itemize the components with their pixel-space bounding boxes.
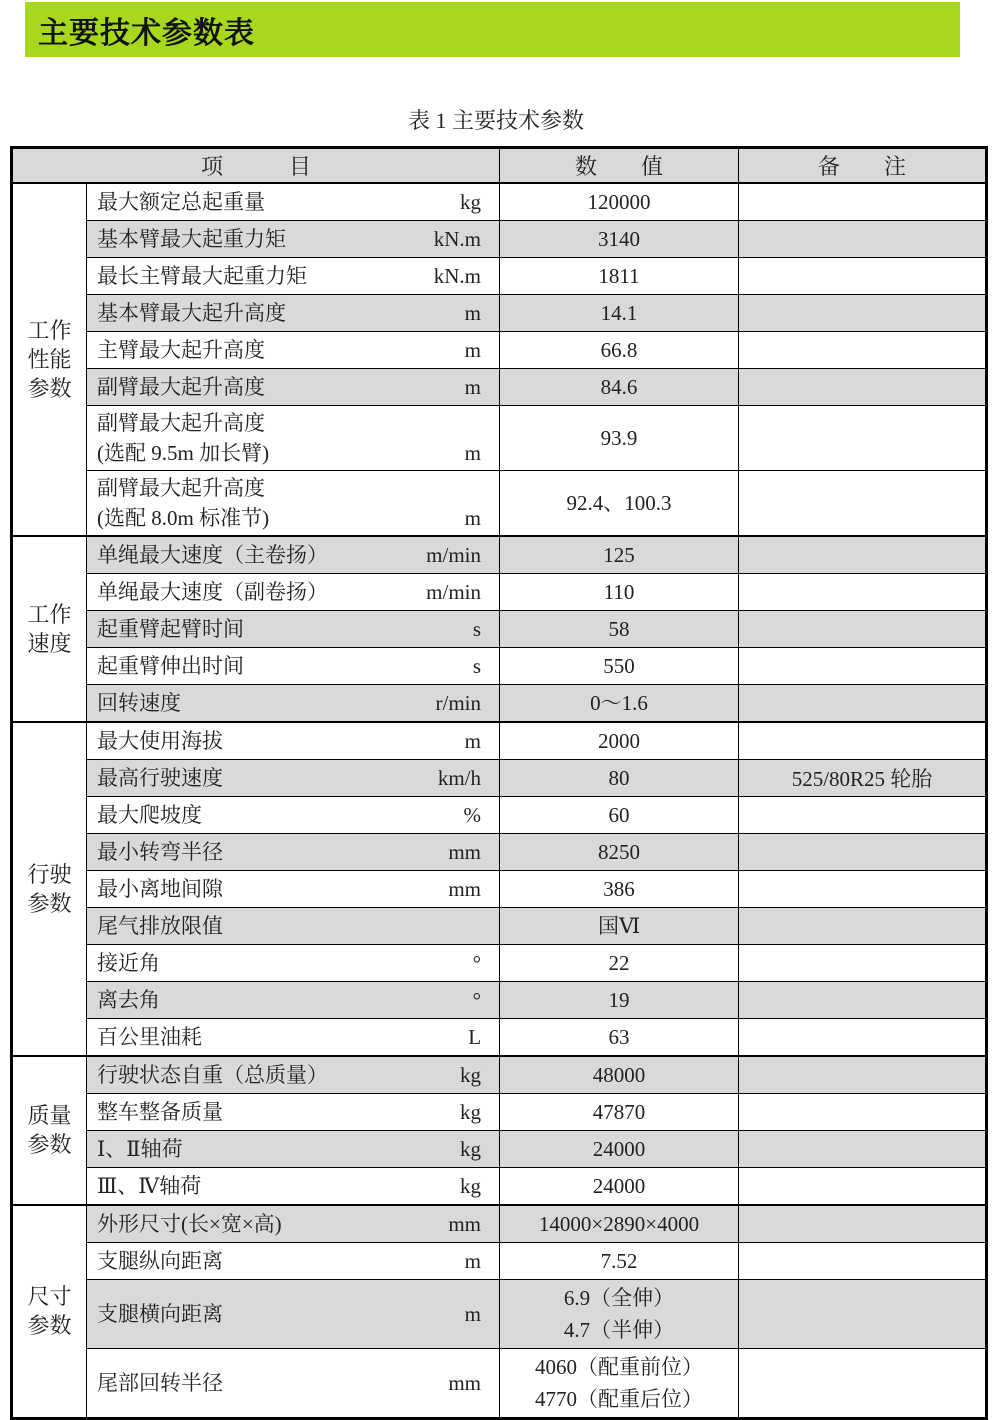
param-name: 基本臂最大起重力矩 bbox=[97, 226, 286, 251]
param-name: 副臂最大起升高度 bbox=[97, 410, 265, 435]
param-unit: m bbox=[464, 337, 482, 362]
param-item-cell bbox=[87, 1018, 500, 1056]
param-value-cell bbox=[500, 294, 739, 331]
table-row bbox=[12, 610, 987, 647]
param-item-cell bbox=[87, 368, 500, 405]
section-category-line: 工作 bbox=[27, 601, 72, 627]
table-row bbox=[12, 220, 987, 257]
param-value: 14.1 bbox=[600, 300, 638, 325]
param-remark bbox=[739, 1348, 987, 1418]
param-name: 百公里油耗 bbox=[97, 1024, 202, 1049]
param-value: 120000 bbox=[587, 189, 651, 214]
table-row bbox=[12, 796, 987, 833]
param-unit: m bbox=[464, 505, 482, 530]
param-name: 支腿横向距离 bbox=[97, 1301, 223, 1326]
table-row bbox=[12, 183, 987, 221]
param-remark bbox=[739, 331, 987, 368]
section-category-line: 参数 bbox=[27, 890, 72, 916]
table-row bbox=[12, 944, 987, 981]
param-item-cell bbox=[87, 220, 500, 257]
section-category-line: 速度 bbox=[27, 630, 72, 656]
param-name: 尾气排放限值 bbox=[97, 913, 223, 938]
param-value: 80 bbox=[608, 765, 630, 790]
param-value: 92.4、100.3 bbox=[566, 490, 672, 515]
table-row bbox=[12, 1093, 987, 1130]
param-item-cell bbox=[87, 294, 500, 331]
table-row bbox=[12, 1205, 987, 1243]
table-row bbox=[12, 405, 987, 470]
param-value: 48000 bbox=[592, 1062, 646, 1087]
param-name: 最小离地间隙 bbox=[97, 876, 223, 901]
page-banner bbox=[25, 2, 960, 57]
param-name: 最大额定总起重量 bbox=[97, 189, 265, 214]
table-header bbox=[12, 148, 987, 183]
param-name: 离去角 bbox=[97, 987, 160, 1012]
param-value: 4060（配重前位） bbox=[535, 1354, 704, 1379]
param-value: 7.52 bbox=[600, 1248, 638, 1273]
param-name: Ⅰ、Ⅱ轴荷 bbox=[97, 1136, 183, 1161]
param-unit: r/min bbox=[435, 690, 482, 715]
param-item-cell bbox=[87, 1279, 500, 1348]
param-value-cell bbox=[500, 183, 739, 221]
param-value: 8250 bbox=[598, 839, 641, 864]
param-name: 整车整备质量 bbox=[97, 1099, 223, 1124]
param-unit: m bbox=[464, 374, 482, 399]
param-name: 起重臂起臂时间 bbox=[97, 616, 244, 641]
param-value-cell bbox=[500, 796, 739, 833]
param-value: 125 bbox=[603, 542, 635, 567]
param-value-cell bbox=[500, 1205, 739, 1243]
param-remark bbox=[739, 796, 987, 833]
param-value-cell bbox=[500, 722, 739, 760]
param-value-cell bbox=[500, 1018, 739, 1056]
param-item-cell bbox=[87, 1093, 500, 1130]
param-unit: mm bbox=[448, 876, 482, 901]
section-category-line: 参数 bbox=[27, 1132, 72, 1157]
technical-parameters-table bbox=[10, 146, 988, 1420]
param-value-cell bbox=[500, 1167, 739, 1205]
param-name: 尾部回转半径 bbox=[97, 1370, 223, 1395]
param-item-cell bbox=[87, 870, 500, 907]
param-unit: s bbox=[472, 616, 482, 641]
param-unit: m bbox=[464, 728, 482, 753]
param-remark bbox=[739, 1018, 987, 1056]
param-name: 外形尺寸(长×宽×高) bbox=[97, 1211, 282, 1236]
param-value: 60 bbox=[608, 802, 630, 827]
section-category-cell bbox=[12, 1056, 87, 1205]
param-unit: m/min bbox=[426, 542, 482, 567]
section-category-line: 质量 bbox=[27, 1103, 72, 1128]
param-value: 110 bbox=[603, 579, 635, 604]
table-row bbox=[12, 833, 987, 870]
param-value-cell bbox=[500, 573, 739, 610]
param-name: 支腿纵向距离 bbox=[97, 1248, 223, 1273]
param-value: 24000 bbox=[592, 1136, 646, 1161]
param-value-cell bbox=[500, 647, 739, 684]
param-unit: kN.m bbox=[433, 226, 482, 251]
param-remark bbox=[739, 1056, 987, 1094]
param-value-cell bbox=[500, 1242, 739, 1279]
param-item-cell bbox=[87, 610, 500, 647]
param-value: 550 bbox=[603, 653, 635, 678]
param-item-cell bbox=[87, 331, 500, 368]
param-unit: mm bbox=[448, 1370, 482, 1395]
param-item-cell bbox=[87, 536, 500, 574]
param-item-cell bbox=[87, 722, 500, 760]
table-row bbox=[12, 759, 987, 796]
param-value-cell bbox=[500, 907, 739, 944]
col-header-value: 数 值 bbox=[500, 148, 739, 183]
param-unit: ° bbox=[472, 950, 482, 975]
param-value: 66.8 bbox=[600, 337, 638, 362]
param-remark bbox=[739, 722, 987, 760]
param-value: 93.9 bbox=[600, 425, 638, 450]
param-value-cell bbox=[500, 1348, 739, 1418]
param-remark bbox=[739, 610, 987, 647]
table-row bbox=[12, 981, 987, 1018]
param-remark bbox=[739, 220, 987, 257]
param-item-cell bbox=[87, 684, 500, 722]
param-remark bbox=[739, 368, 987, 405]
param-value: 0～1.6 bbox=[590, 690, 648, 715]
param-remark bbox=[739, 536, 987, 574]
param-name: 副臂最大起升高度 bbox=[97, 374, 265, 399]
param-remark bbox=[739, 833, 987, 870]
param-value-cell bbox=[500, 1056, 739, 1094]
param-remark bbox=[739, 647, 987, 684]
param-value-line2: 4770（配重后位） bbox=[535, 1386, 704, 1411]
param-value: 6.9（全伸） bbox=[563, 1285, 675, 1310]
param-remark bbox=[739, 1242, 987, 1279]
param-name: 最大使用海拔 bbox=[97, 728, 223, 753]
param-value: 19 bbox=[608, 987, 630, 1012]
param-item-cell bbox=[87, 257, 500, 294]
param-remark bbox=[739, 1205, 987, 1243]
param-unit: m/min bbox=[426, 579, 482, 604]
param-unit: kg bbox=[460, 189, 482, 214]
param-remark: 525/80R25 轮胎 bbox=[739, 759, 987, 796]
table-row bbox=[12, 1018, 987, 1056]
section-category-cell bbox=[12, 536, 87, 722]
param-value-cell bbox=[500, 257, 739, 294]
param-value: 1811 bbox=[598, 263, 640, 288]
param-remark bbox=[739, 183, 987, 221]
param-item-cell bbox=[87, 405, 500, 470]
param-value-cell bbox=[500, 536, 739, 574]
param-value-cell bbox=[500, 610, 739, 647]
param-name: 主臂最大起升高度 bbox=[97, 337, 265, 362]
param-item-cell bbox=[87, 833, 500, 870]
col-header-item: 项 目 bbox=[12, 148, 500, 183]
param-remark bbox=[739, 684, 987, 722]
page-title: 主要技术参数表 bbox=[38, 16, 255, 50]
param-unit: m bbox=[464, 440, 482, 465]
param-unit: mm bbox=[448, 839, 482, 864]
param-item-cell bbox=[87, 647, 500, 684]
table-caption: 表 1 主要技术参数 bbox=[407, 108, 584, 133]
param-name-line2: (选配 9.5m 加长臂) bbox=[97, 440, 270, 465]
table-row bbox=[12, 573, 987, 610]
section-category-line: 行驶 bbox=[27, 861, 72, 887]
param-value-cell bbox=[500, 981, 739, 1018]
param-value-cell bbox=[500, 1093, 739, 1130]
param-name: 单绳最大速度（主卷扬） bbox=[97, 542, 328, 567]
param-remark bbox=[739, 294, 987, 331]
table-body bbox=[12, 183, 987, 1419]
header-row bbox=[12, 148, 987, 183]
param-value: 386 bbox=[603, 876, 635, 901]
param-name: 最高行驶速度 bbox=[97, 765, 223, 790]
param-value: 2000 bbox=[598, 728, 641, 753]
param-remark bbox=[739, 907, 987, 944]
param-value-cell bbox=[500, 405, 739, 470]
param-item-cell bbox=[87, 183, 500, 221]
param-value: 22 bbox=[608, 950, 630, 975]
param-item-cell bbox=[87, 1056, 500, 1094]
table-row bbox=[12, 684, 987, 722]
param-unit: kg bbox=[460, 1099, 482, 1124]
param-remark bbox=[739, 1130, 987, 1167]
table-row bbox=[12, 907, 987, 944]
section-category-cell bbox=[12, 1205, 87, 1419]
section-category-line: 尺寸 bbox=[27, 1284, 72, 1309]
param-value: 47870 bbox=[592, 1099, 646, 1124]
table-row bbox=[12, 870, 987, 907]
table-row bbox=[12, 722, 987, 760]
param-unit: m bbox=[464, 1301, 482, 1326]
param-name: 回转速度 bbox=[97, 690, 181, 715]
param-item-cell bbox=[87, 470, 500, 536]
param-item-cell bbox=[87, 944, 500, 981]
param-unit: km/h bbox=[437, 765, 482, 790]
table-row bbox=[12, 1279, 987, 1348]
param-name: 行驶状态自重（总质量） bbox=[97, 1062, 328, 1087]
param-value-cell bbox=[500, 684, 739, 722]
param-item-cell bbox=[87, 1167, 500, 1205]
param-value-cell bbox=[500, 470, 739, 536]
param-value-cell bbox=[500, 368, 739, 405]
param-remark bbox=[739, 257, 987, 294]
param-item-cell bbox=[87, 796, 500, 833]
param-value-cell bbox=[500, 1279, 739, 1348]
param-unit: m bbox=[464, 300, 482, 325]
param-value-cell bbox=[500, 220, 739, 257]
table-row bbox=[12, 1056, 987, 1094]
param-remark bbox=[739, 405, 987, 470]
param-unit: kg bbox=[460, 1062, 482, 1087]
param-value: 63 bbox=[608, 1024, 630, 1049]
section-category-line: 工作 bbox=[27, 317, 72, 343]
table-row bbox=[12, 647, 987, 684]
param-name: Ⅲ、Ⅳ轴荷 bbox=[97, 1173, 202, 1198]
param-item-cell bbox=[87, 1205, 500, 1243]
param-name: 基本臂最大起升高度 bbox=[97, 300, 286, 325]
param-item-cell bbox=[87, 1242, 500, 1279]
param-value-cell bbox=[500, 944, 739, 981]
table-row bbox=[12, 1242, 987, 1279]
table-row bbox=[12, 1130, 987, 1167]
param-unit: L bbox=[468, 1024, 482, 1049]
section-category-line: 参数 bbox=[27, 1313, 72, 1338]
table-row bbox=[12, 470, 987, 536]
param-item-cell bbox=[87, 573, 500, 610]
param-item-cell bbox=[87, 981, 500, 1018]
param-item-cell bbox=[87, 1348, 500, 1418]
param-remark bbox=[739, 1279, 987, 1348]
param-value: 国Ⅵ bbox=[597, 913, 641, 938]
param-item-cell bbox=[87, 1130, 500, 1167]
param-name: 最小转弯半径 bbox=[97, 839, 223, 864]
param-value-line2: 4.7（半伸） bbox=[563, 1317, 675, 1342]
param-value-cell bbox=[500, 870, 739, 907]
param-name: 单绳最大速度（副卷扬） bbox=[97, 579, 328, 604]
table-row bbox=[12, 1167, 987, 1205]
param-remark bbox=[739, 1093, 987, 1130]
param-value-cell bbox=[500, 331, 739, 368]
section-category-line: 参数 bbox=[27, 375, 72, 401]
param-value: 84.6 bbox=[600, 374, 638, 399]
table-row bbox=[12, 536, 987, 574]
param-unit: kg bbox=[460, 1136, 482, 1161]
param-value-cell bbox=[500, 1130, 739, 1167]
param-remark bbox=[739, 1167, 987, 1205]
section-category-line: 性能 bbox=[27, 346, 72, 372]
param-remark bbox=[739, 470, 987, 536]
param-unit: m bbox=[464, 1248, 482, 1273]
param-unit: s bbox=[472, 653, 482, 678]
param-name: 最大爬坡度 bbox=[97, 802, 202, 827]
col-header-remark: 备 注 bbox=[739, 148, 987, 183]
param-item-cell bbox=[87, 907, 500, 944]
param-unit: kN.m bbox=[433, 263, 482, 288]
table-row bbox=[12, 331, 987, 368]
param-value-cell bbox=[500, 833, 739, 870]
param-value: 14000×2890×4000 bbox=[538, 1211, 700, 1236]
section-category-cell bbox=[12, 183, 87, 536]
param-unit: mm bbox=[448, 1211, 482, 1236]
param-value: 58 bbox=[608, 616, 630, 641]
param-remark bbox=[739, 870, 987, 907]
param-unit: kg bbox=[460, 1173, 482, 1198]
param-unit: ° bbox=[472, 987, 482, 1012]
param-value-cell bbox=[500, 759, 739, 796]
param-name: 起重臂伸出时间 bbox=[97, 653, 244, 678]
param-name: 最长主臂最大起重力矩 bbox=[97, 263, 307, 288]
table-row bbox=[12, 368, 987, 405]
table-row bbox=[12, 257, 987, 294]
param-remark bbox=[739, 944, 987, 981]
param-name-line2: (选配 8.0m 标准节) bbox=[97, 505, 270, 530]
param-name: 接近角 bbox=[97, 950, 160, 975]
table-row bbox=[12, 1348, 987, 1418]
param-item-cell bbox=[87, 759, 500, 796]
param-remark bbox=[739, 981, 987, 1018]
param-unit: % bbox=[463, 802, 482, 827]
param-value: 24000 bbox=[592, 1173, 646, 1198]
param-value: 3140 bbox=[598, 226, 641, 251]
table-row bbox=[12, 294, 987, 331]
param-name: 副臂最大起升高度 bbox=[97, 475, 265, 500]
section-category-cell bbox=[12, 722, 87, 1056]
param-remark bbox=[739, 573, 987, 610]
